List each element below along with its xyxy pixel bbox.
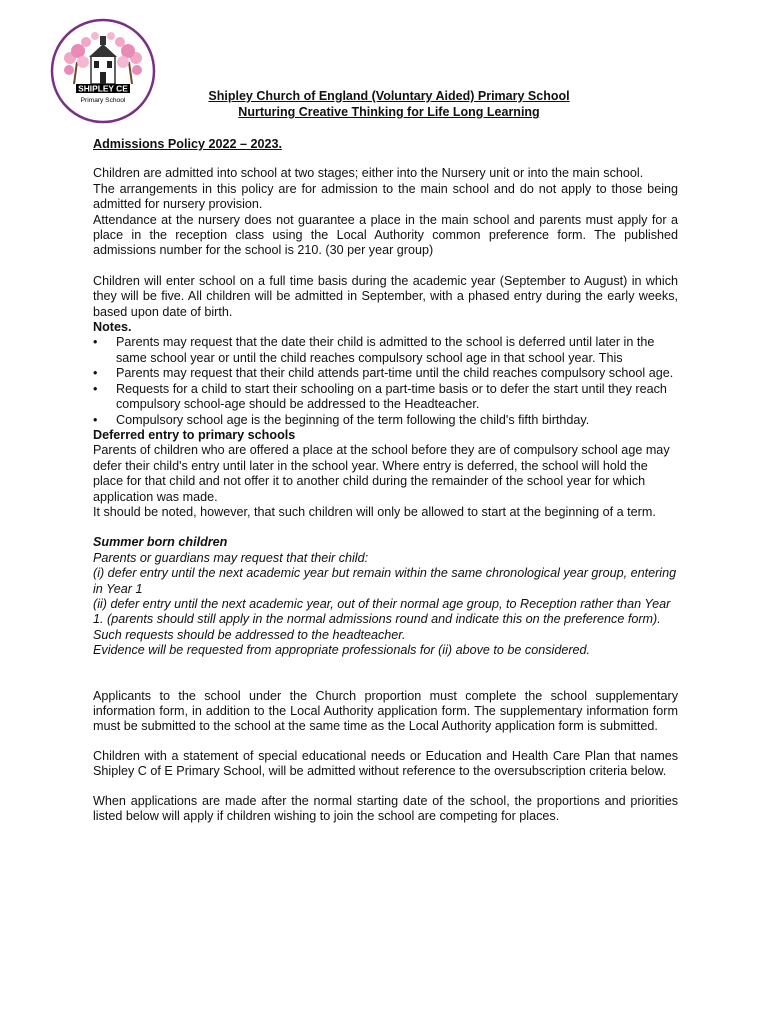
summer-line: (i) defer entry until the next academic year but remain within the same chronological year group, entering in Year 1 xyxy=(93,566,677,596)
list-item: • Compulsory school age is the beginning of the term following the child's fifth birthday. xyxy=(93,413,678,428)
summer-line: (ii) defer entry until the next academic year, out of their normal age group, to Reception rather than Year 1. (parents should still apply in the normal admissions round and indicate this on the preference form). Such requests should be addressed to the headteacher. xyxy=(93,596,671,642)
logo-name: SHIPLEY CE xyxy=(78,83,128,94)
intro-paragraph: The arrangements in this policy are for admission to the main school and do not apply to those being admitted for nursery provision. xyxy=(93,181,678,212)
notes-list xyxy=(93,335,678,427)
church-paragraph: Applicants to the school under the Church proportion must complete the school supplementary information form, in addition to the Local Authority application form. The supplementary information form must be submitted to the school at the same time as the Local Authority application form is submitted. xyxy=(93,688,678,734)
deferred-heading: Deferred entry to primary schools xyxy=(93,427,296,442)
document-body xyxy=(93,137,678,824)
logo-subtitle: Primary School xyxy=(80,97,126,104)
document-header xyxy=(93,88,685,120)
summer-heading: Summer born children xyxy=(93,535,228,550)
late-applications-paragraph: When applications are made after the normal starting date of the school, the proportions and priorities listed below will apply if children wishing to join the school are competing for places. xyxy=(93,793,678,824)
list-item: • Requests for a child to start their schooling on a part-time basis or to defer the start until they reach compulsory school-age should be addressed to the Headteacher. xyxy=(93,382,678,413)
intro-paragraph: Attendance at the nursery does not guarantee a place in the main school and parents must apply for a place in the reception class using the Local Authority common preference form. The published admissions number for the school is 210. (30 per year group) xyxy=(93,212,678,258)
entry-paragraph: Children will enter school on a full time basis during the academic year (September to August) in which they will be five. All children will be admitted in September, with a phased entry during the early weeks, based upon date of birth. xyxy=(93,273,678,319)
deferred-paragraph: It should be noted, however, that such children will only be allowed to start at the beginning of a term. xyxy=(93,504,656,519)
notes-heading: Notes. xyxy=(93,320,132,335)
list-item: • Parents may request that the date their child is admitted to the school is deferred until later in the same school year or until the child reaches compulsory school age in that school year. This xyxy=(93,335,678,366)
school-title: Shipley Church of England (Voluntary Aided) Primary School xyxy=(208,89,570,103)
intro-paragraph: Children are admitted into school at two stages; either into the Nursery unit or into the main school. xyxy=(93,166,644,181)
list-item: • Parents may request that their child attends part-time until the child reaches compulsory school age. xyxy=(93,366,678,381)
policy-title: Admissions Policy 2022 – 2023. xyxy=(93,137,283,151)
deferred-paragraph: Parents of children who are offered a place at the school before they are of compulsory school age may defer their child's entry until later in the school year. Where entry is deferred, the school will hold the place for that child and not offer it to another child during the remainder of the school year for which application was made. xyxy=(93,443,670,504)
sen-paragraph: Children with a statement of special educational needs or Education and Health Care Plan that names Shipley C of E Primary School, will be admitted without reference to the oversubscription criteria below. xyxy=(93,748,678,779)
summer-line: Evidence will be requested from appropriate professionals for (ii) above to be considered. xyxy=(93,643,591,658)
school-motto: Nurturing Creative Thinking for Life Long Learning xyxy=(238,105,540,119)
summer-line: Parents or guardians may request that their child: xyxy=(93,550,369,565)
